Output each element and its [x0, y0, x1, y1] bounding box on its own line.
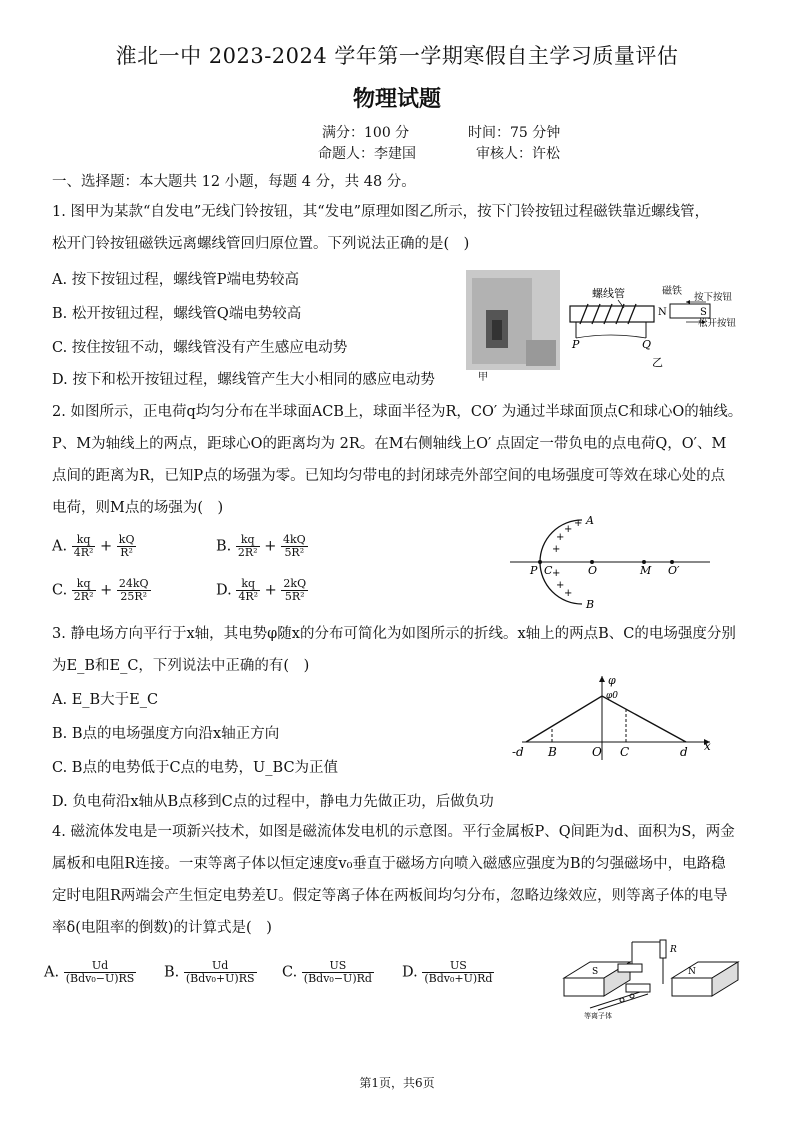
- charge-sign: +: [556, 532, 565, 543]
- q4-fig-n-label: N: [688, 967, 696, 977]
- numerator: kQ: [118, 533, 135, 546]
- numerator: kq: [236, 534, 260, 547]
- denominator: 2R²: [237, 546, 258, 559]
- exam-title: 淮北一中 2023-2024 学年第一学期寒假自主学习质量评估: [115, 44, 679, 68]
- numerator: 24kQ: [118, 577, 149, 590]
- q1-fig-yi-label: 乙: [652, 356, 663, 369]
- q1-solenoid-diagram: [566, 280, 756, 372]
- q2-option-c: [52, 578, 151, 603]
- q2-stem-line2: P、M为轴线上的两点，距球心O的距离均为 2R。在M右侧轴线上O′ 点固定一带负电的点电荷Q，O′、M: [52, 436, 727, 452]
- q2-fig-p-label: P: [530, 564, 538, 577]
- q1-option-c: C. 按住按钮不动，螺线管没有产生感应电动势: [52, 340, 348, 356]
- q4-stem-line4: 率δ(电阻率的倒数)的计算式是( ): [52, 920, 272, 936]
- q3-fig-phi0-label: φ0: [606, 691, 619, 701]
- q4-fig-plasma-label: 等离子体: [584, 1012, 612, 1020]
- charge-sign: +: [552, 544, 561, 555]
- q4-option-a-label: A.: [44, 964, 60, 981]
- q3-fig-c-label: C: [620, 745, 630, 759]
- fraction: [72, 534, 96, 559]
- q2-option-c-label: C.: [52, 582, 68, 599]
- potential-polyline: [526, 696, 686, 742]
- q2-fig-b-label: B: [586, 598, 595, 611]
- q2-option-a: [52, 534, 136, 559]
- q2-option-a-label: A.: [52, 538, 68, 555]
- fraction: [117, 578, 151, 603]
- q3-option-d: D. 负电荷沿x轴从B点移到C点的过程中，静电力先做正功，后做负功: [52, 794, 494, 810]
- q4-option-d: [402, 960, 494, 985]
- q4-option-b-label: B.: [164, 964, 180, 981]
- section-heading: 一、选择题：本大题共 12 小题，每题 4 分，共 48 分。: [52, 174, 416, 190]
- charge-sign: +: [556, 580, 565, 591]
- q3-fig-b-label: B: [548, 745, 557, 759]
- resistor: [660, 940, 666, 958]
- q1-stem-line2: 松开门铃按钮磁铁远离螺线管回归原位置。下列说法正确的是( ): [52, 236, 470, 252]
- exam-time: 时间：75 分钟: [468, 125, 561, 141]
- magnet-n: [672, 978, 712, 996]
- denominator: 4R²: [238, 590, 259, 603]
- q1-fig-magnet-label: 磁铁: [662, 286, 682, 297]
- fraction: [281, 534, 308, 559]
- q4-option-d-label: D.: [402, 964, 418, 981]
- subject-title: 物理试题: [352, 86, 441, 112]
- numerator: kq: [72, 534, 96, 547]
- q4-stem-line2: 属板和电阻R连接。一束等离子体以恒定速度v₀垂直于磁场方向喷入磁感应强度为B的匀强磁场中，电路稳: [52, 856, 726, 872]
- q4-option-c-label: C.: [282, 964, 298, 981]
- q2-option-b-label: B.: [216, 538, 232, 555]
- plus-sign: +: [264, 582, 277, 599]
- q2-option-d-label: D.: [216, 582, 232, 599]
- q3-fig-neg-d-label: -d: [512, 745, 524, 759]
- denominator: (Bdv₀−U)RS: [65, 972, 135, 985]
- full-score: 满分：100 分: [322, 125, 410, 141]
- q2-stem-line1: 2. 如图所示，正电荷q均匀分布在半球面ACB上，球面半径为R，CO′ 为通过半球面顶点C和球心O的轴线。: [52, 404, 743, 420]
- q3-stem-line1: 3. 静电场方向平行于x轴，其电势φ随x的分布可简化为如图所示的折线。x轴上的两点B、C的电场强度分别: [52, 626, 736, 642]
- q2-stem-line3: 点间的距离为R，已知P点的场强为零。已知均匀带电的封闭球壳外部空间的电场强度可等效在球心处的点: [52, 468, 726, 484]
- q3-fig-x-label: x: [704, 739, 711, 753]
- numerator: Ud: [184, 960, 257, 973]
- fraction: [236, 534, 260, 559]
- denominator: (Bdv₀+U)RS: [185, 972, 255, 985]
- q1-fig-coil-label: 螺线管: [592, 287, 625, 300]
- q1-option-d: D. 按下和松开按钮过程，螺线管产生大小相同的感应电动势: [52, 372, 435, 388]
- author: 命题人：李建国: [318, 146, 416, 162]
- q3-option-b: B. B点的电场强度方向沿x轴正方向: [52, 726, 280, 742]
- q1-doorbell-photo: [466, 270, 560, 382]
- denominator: 2R²: [73, 590, 94, 603]
- numerator: Ud: [64, 960, 137, 973]
- denominator: (Bdv₀+U)Rd: [424, 972, 493, 985]
- q4-option-c: [282, 960, 374, 985]
- q2-stem-line4: 电荷，则M点的场强为( ): [52, 500, 224, 516]
- q4-stem-line3: 定时电阻R两端会产生恒定电势差U。假定等离子体在两板间均匀分布，忽略边缘效应，则等离子体的电导: [52, 888, 728, 904]
- q1-fig-release-label: 松开按钮: [698, 318, 737, 329]
- fraction: [72, 578, 96, 603]
- charge-sign: +: [552, 568, 561, 579]
- denominator: (Bdv₀−U)Rd: [303, 972, 372, 985]
- charge-sign: +: [564, 588, 573, 599]
- fraction: [184, 960, 257, 985]
- q4-fig-r-label: R: [670, 945, 677, 955]
- q2-hemisphere-diagram: [506, 512, 716, 612]
- q2-fig-o-prime-label: O′: [668, 564, 680, 577]
- q1-fig-jia-label: 甲: [478, 372, 488, 382]
- plus-sign: +: [264, 538, 277, 555]
- q4-option-b: [164, 960, 257, 985]
- numerator: US: [302, 960, 374, 973]
- numerator: US: [422, 960, 494, 973]
- q3-fig-phi-label: φ: [608, 674, 616, 687]
- denominator: 25R²: [120, 590, 148, 603]
- q3-option-a: A. E_B大于E_C: [52, 692, 159, 708]
- q2-option-d: [216, 578, 308, 603]
- q4-option-a: [44, 960, 136, 985]
- numerator: kq: [236, 578, 260, 591]
- q3-option-c: C. B点的电势低于C点的电势，U_BC为正值: [52, 760, 339, 776]
- fraction: [422, 960, 494, 985]
- fraction: [302, 960, 374, 985]
- q1-fig-q-label: Q: [642, 338, 652, 351]
- charge-sign: +: [564, 524, 573, 535]
- page-number: 第1页，共6页: [359, 1076, 435, 1090]
- q2-fig-m-label: M: [640, 564, 652, 577]
- solenoid-body: [570, 306, 654, 322]
- q2-fig-a-label: A: [586, 514, 594, 527]
- q3-fig-d-label: d: [680, 745, 688, 759]
- reviewer: 审核人：许松: [476, 146, 560, 162]
- fraction: [64, 960, 137, 985]
- q3-fig-o-label: O: [592, 745, 602, 759]
- q1-fig-p-label: P: [572, 338, 580, 351]
- fraction: [117, 534, 137, 559]
- numerator: 4kQ: [282, 533, 306, 546]
- charge-sign: +: [574, 518, 583, 529]
- q2-fig-o-label: O: [588, 564, 598, 577]
- fraction: [281, 578, 308, 603]
- magnet-s: [564, 978, 604, 996]
- numerator: 2kQ: [283, 577, 307, 590]
- q2-fig-c-label: C: [544, 564, 553, 577]
- q1-stem-line1: 1. 图甲为某款“自发电”无线门铃按钮，其“发电”原理如图乙所示，按下门铃按钮过程磁铁靠近螺线管，: [52, 204, 710, 220]
- denominator: 5R²: [284, 590, 305, 603]
- denominator: 5R²: [284, 546, 305, 559]
- q3-potential-graph: [504, 672, 718, 762]
- plus-sign: +: [100, 538, 113, 555]
- numerator: kq: [72, 578, 96, 591]
- q1-option-a: A. 按下按钮过程，螺线管P端电势较高: [52, 272, 299, 288]
- fraction: [236, 578, 260, 603]
- q4-mhd-generator-diagram: [560, 938, 746, 1020]
- q1-fig-n-label: N: [658, 307, 667, 318]
- q4-fig-s-label: S: [592, 967, 599, 977]
- denominator: 4R²: [73, 546, 94, 559]
- q1-fig-press-label: 按下按钮: [694, 292, 733, 303]
- q2-option-b: [216, 534, 308, 559]
- plus-sign: +: [100, 582, 113, 599]
- q1-option-b: B. 松开按钮过程，螺线管Q端电势较高: [52, 306, 302, 322]
- denominator: R²: [120, 546, 133, 559]
- q1-fig-s-label: S: [700, 307, 707, 318]
- q3-stem-line2: 为E_B和E_C，下列说法中正确的有( ): [52, 658, 310, 674]
- q4-stem-line1: 4. 磁流体发电是一项新兴技术，如图是磁流体发电机的示意图。平行金属板P、Q间距为d、面积为S，两金: [52, 824, 735, 840]
